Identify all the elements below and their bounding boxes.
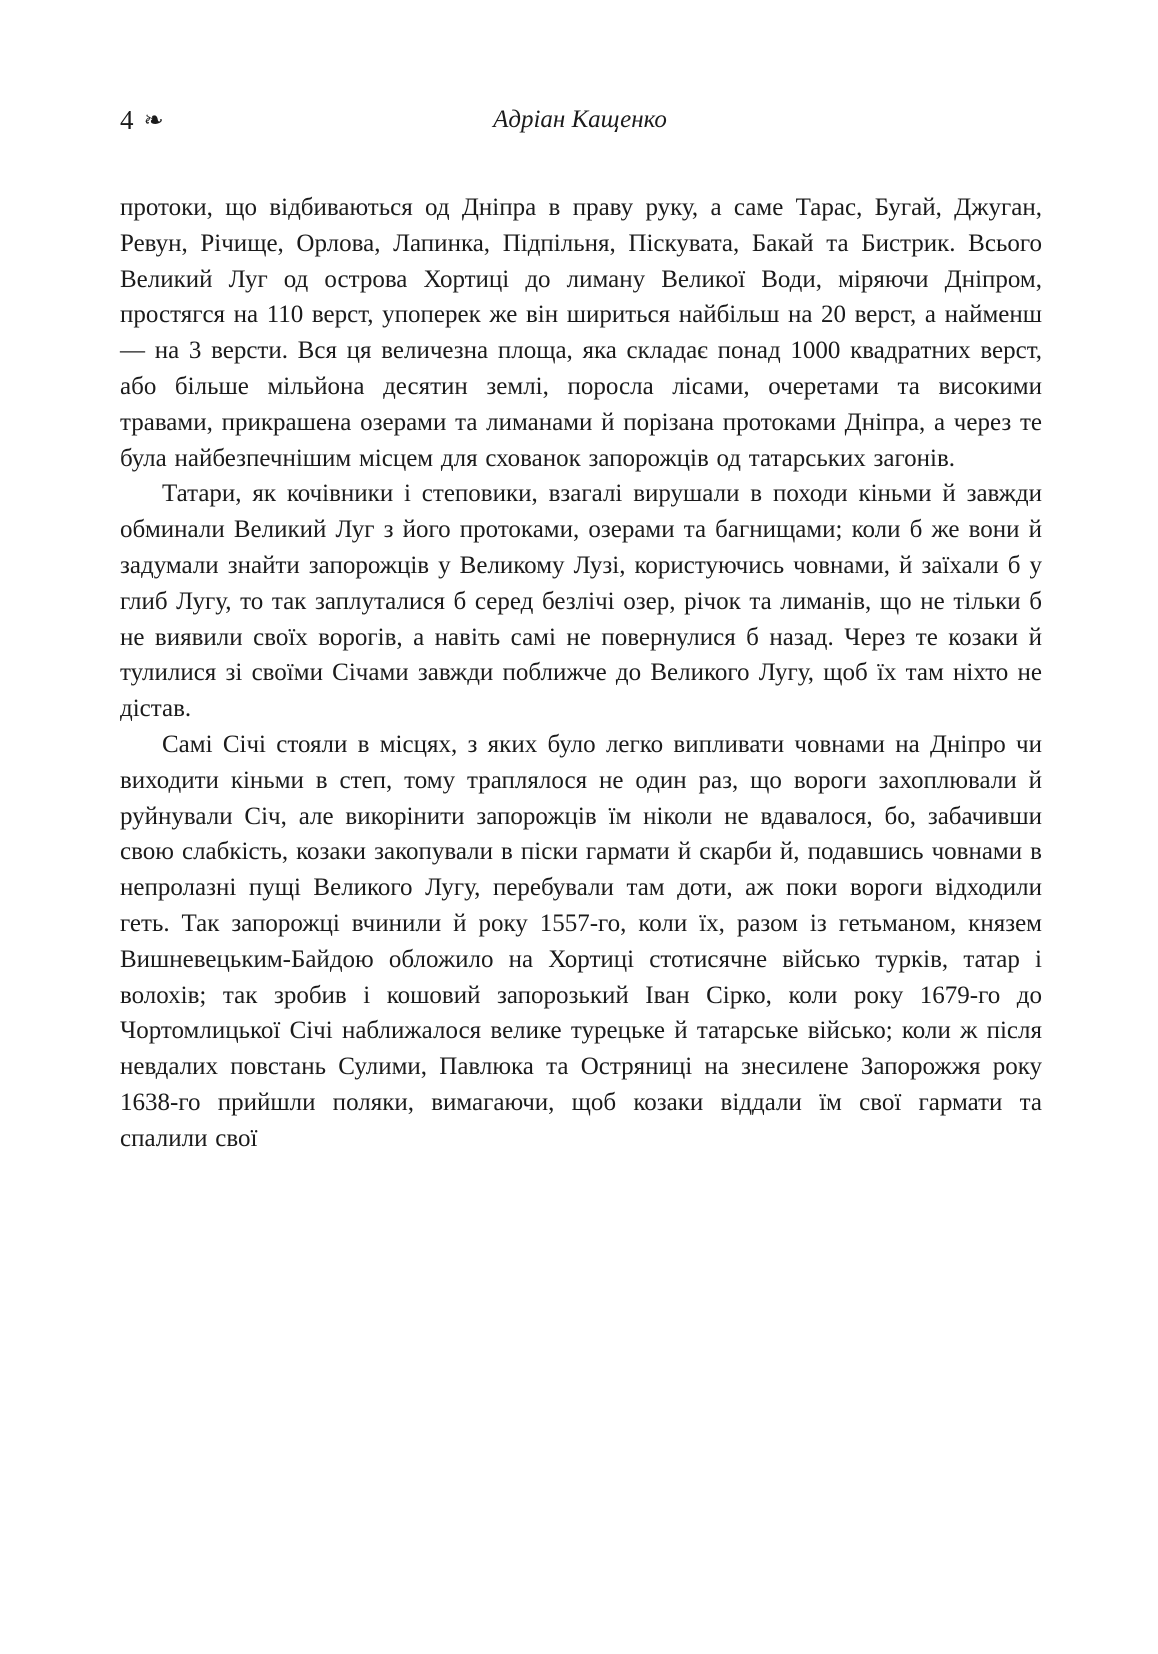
fleuron-ornament-icon: ❧ bbox=[143, 106, 164, 134]
text-block bbox=[120, 190, 1042, 1157]
page-header bbox=[120, 104, 1040, 144]
running-header-author: Адріан Кащенко bbox=[493, 106, 667, 133]
paragraph: Самі Січі стояли в місцях, з яких було легко випливати човнами на Дніпро чи виходити кіньми в степ, тому траплялося не один раз, що вороги захоплювали й руйнували Січ, але викорінити запорожців їм ніколи не вдавалося, бо, забачивши свою слабкість, козаки закопували в піски гармати й скарби й, подавшись човнами в непролазні пущі Великого Лугу, перебували там доти, аж поки вороги відходили геть. Так запорожці вчинили й року 1557-го, коли їх, разом із гетьманом, князем Вишневецьким-Байдою обложило на Хортиці стотисячне військо турків, татар і волохів; так зробив і кошовий запорозький Іван Сірко, коли року 1679-го до Чортомлицької Січі наближалося велике турецьке й татарське військо; коли ж після невдалих повстань Сулими, Павлюка та Остряниці на знесилене Запорожжя року 1638-го прийшли поляки, вимагаючи, щоб козаки віддали їм свої гармати та спалили свої bbox=[120, 730, 1042, 1152]
page-number: 4 bbox=[120, 105, 134, 135]
paragraph: протоки, що відбиваються од Дніпра в праву руку, а саме Тарас, Бугай, Джуган, Ревун, Річище, Орлова, Лапинка, Підпільня, Піскувата, Бакай та Бистрик. Всього Великий Луг од острова Хортиці до лиману Великої Води, міряючи Дніпром, простягся на 110 верст, упоперек же він шириться найбільш на 20 верст, а найменш — на 3 версти. Вся ця величезна площа, яка складає понад 1000 квадратних верст, або більше мільйона десятин землі, поросла лісами, очеретами та високими травами, прикрашена озерами та лиманами й порізана протоками Дніпра, а через те була найбезпечнішим місцем для схованок запорожців од татарських загонів. bbox=[120, 194, 1042, 472]
paragraph: Татари, як кочівники і степовики, взагалі вирушали в походи кіньми й завжди обминали Великий Луг з його протоками, озерами та багнищами; коли б же вони й задумали знайти запорожців у Великому Лузі, користуючись човнами, й заїхали б у глиб Лугу, то так заплуталися б серед безлічі озер, річок та лиманів, що не тільки б не виявили своїх ворогів, а навіть самі не повернулися б назад. Через те козаки й тулилися зі своїми Січами завжди поближче до Великого Лугу, щоб їх там ніхто не дістав. bbox=[120, 480, 1042, 723]
